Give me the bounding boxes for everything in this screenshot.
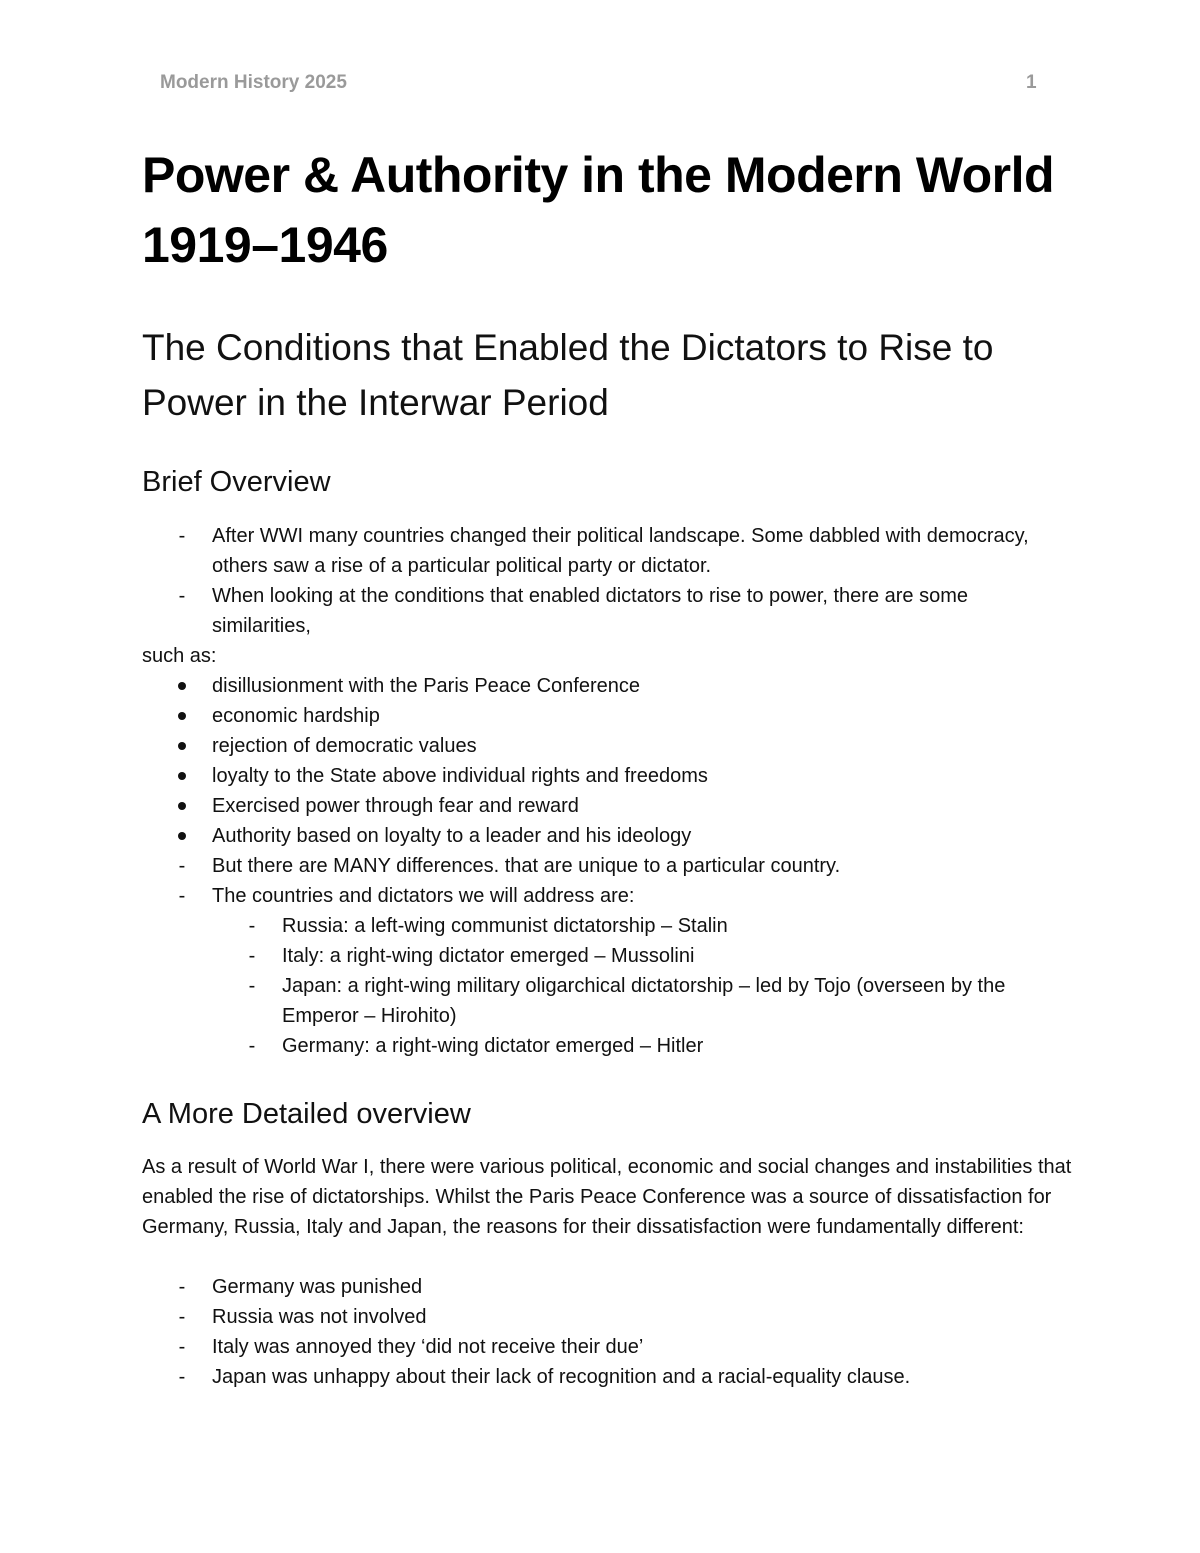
list-item: [142, 581, 1072, 641]
list-item: [142, 761, 1072, 791]
bullet-icon: [178, 682, 186, 690]
list-item-text: Authority based on loyalty to a leader and his ideology: [212, 825, 692, 847]
header-course: Modern History 2025: [160, 72, 347, 93]
list-item: [142, 701, 1072, 731]
bullet-icon: [178, 712, 186, 720]
bullet-icon: [178, 772, 186, 780]
country-item: [142, 971, 1072, 1031]
document-subtitle: The Conditions that Enabled the Dictators to Rise to Power in the Interwar Period: [142, 327, 994, 423]
dash-marker: -: [178, 1366, 186, 1388]
list-item: [142, 1302, 1072, 1332]
country-item-text: Japan: a right-wing military oligarchical dictatorship – led by Tojo (overseen by the Emperor – Hirohito): [282, 975, 1006, 1027]
list-item: [142, 821, 1072, 851]
dash-marker: -: [178, 525, 186, 547]
bullet-icon: [178, 802, 186, 810]
list-item: [142, 671, 1072, 701]
dash-marker: -: [248, 915, 256, 937]
such-as-label: such as:: [142, 645, 217, 667]
list-item: [142, 881, 1072, 911]
detailed-overview-paragraph: As a result of World War I, there were various political, economic and social changes and instabilities that enabled the rise of dictatorships. Whilst the Paris Peace Conference was a source of dissatisfaction for Germany, Russia, Italy and Japan, the reasons for their dissatisfaction were fundamentally different:: [142, 1156, 1072, 1238]
country-item: [142, 941, 1072, 971]
dash-marker: -: [178, 1306, 186, 1328]
list-item-text: After WWI many countries changed their political landscape. Some dabbled with democracy, others saw a rise of a particular political party or dictator.: [212, 525, 1029, 577]
list-item: [142, 791, 1072, 821]
brief-overview-list: [142, 521, 1072, 1061]
country-item-text: Germany: a right-wing dictator emerged – Hitler: [282, 1035, 704, 1057]
list-item: [142, 1332, 1072, 1362]
page-number: 1: [1026, 72, 1037, 93]
dash-marker: -: [178, 1336, 186, 1358]
dash-marker: -: [178, 585, 186, 607]
list-item-text: loyalty to the State above individual rights and freedoms: [212, 765, 708, 787]
list-item-text: disillusionment with the Paris Peace Conference: [212, 675, 640, 697]
dash-marker: -: [248, 945, 256, 967]
document-title: Power & Authority in the Modern World 1919–1946: [142, 147, 1055, 273]
dash-marker: -: [248, 1035, 256, 1057]
list-item: [142, 731, 1072, 761]
dash-marker: -: [178, 885, 186, 907]
country-item-text: Russia: a left-wing communist dictatorship – Stalin: [282, 915, 728, 937]
list-item-text: Italy was annoyed they ‘did not receive their due’: [212, 1336, 644, 1358]
list-item-text: Japan was unhappy about their lack of recognition and a racial-equality clause.: [212, 1366, 911, 1388]
dash-marker: -: [248, 975, 256, 997]
country-item-text: Italy: a right-wing dictator emerged – Mussolini: [282, 945, 695, 967]
detailed-overview-heading: A More Detailed overview: [142, 1098, 471, 1130]
bullet-icon: [178, 832, 186, 840]
country-item: [142, 911, 1072, 941]
list-item: [142, 521, 1072, 581]
detailed-overview-list: [142, 1272, 1072, 1392]
list-item-text: Germany was punished: [212, 1276, 423, 1298]
list-item-text: rejection of democratic values: [212, 735, 477, 757]
dash-marker: -: [178, 855, 186, 877]
dash-marker: -: [178, 1276, 186, 1298]
list-item-text: economic hardship: [212, 705, 380, 727]
list-item-text: When looking at the conditions that enabled dictators to rise to power, there are some similarities,: [212, 585, 968, 637]
list-item: [142, 851, 1072, 881]
country-item: [142, 1031, 1072, 1061]
list-item-text: But there are MANY differences. that are unique to a particular country.: [212, 855, 841, 877]
list-item: [142, 1272, 1072, 1302]
list-item: [142, 1362, 1072, 1392]
list-item-text: The countries and dictators we will address are:: [212, 885, 635, 907]
bullet-icon: [178, 742, 186, 750]
brief-overview-heading: Brief Overview: [142, 466, 331, 498]
list-item-text: Russia was not involved: [212, 1306, 427, 1328]
list-item-text: Exercised power through fear and reward: [212, 795, 579, 817]
